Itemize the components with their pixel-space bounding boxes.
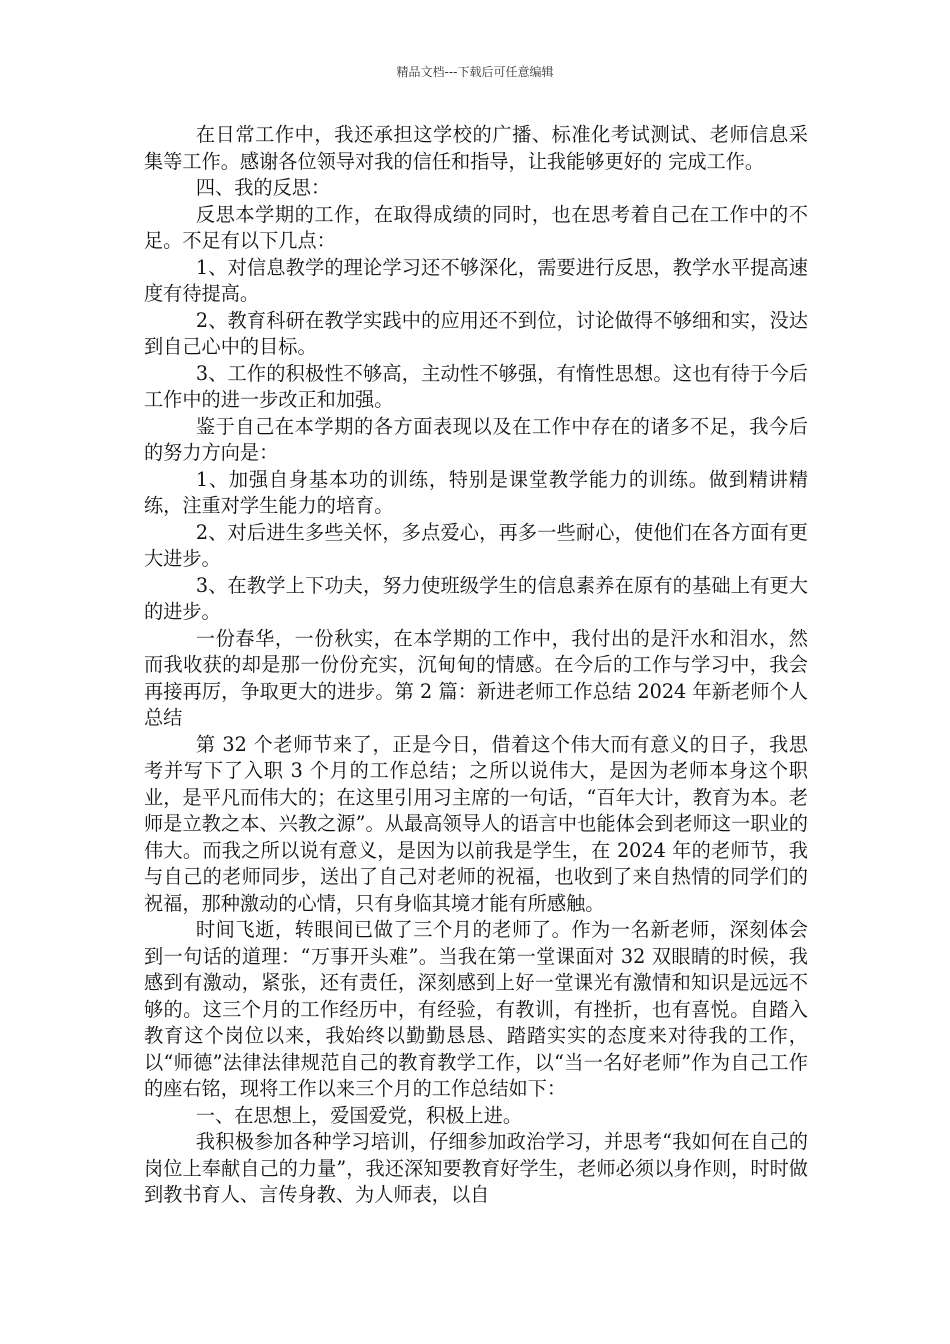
page-header: 精品文档---下载后可任意编辑 <box>396 65 554 79</box>
list-item: 2、对后进生多些关怀，多点爱心，再多一些耐心，使他们在各方面有更大进步。 <box>144 520 808 570</box>
section-heading: 四、我的反思： <box>195 176 331 199</box>
list-item: 3、在教学上下功夫，努力使班级学生的信息素养在原有的基础上有更大的进步。 <box>144 573 808 623</box>
paragraph: 在日常工作中，我还承担这学校的广播、标准化考试测试、老师信息采集等工作。感谢各位领导对我的信任和指导，让我能够更好的 完成工作。 <box>144 123 808 173</box>
list-item: 1、加强自身基本功的训练，特别是课堂教学能力的训练。做到精讲精练，注重对学生能力的培育。 <box>144 467 808 517</box>
list-item: 3、工作的积极性不够高，主动性不够强，有惰性思想。这也有待于今后工作中的进一步改正和加强。 <box>144 361 808 411</box>
paragraph: 鉴于自己在本学期的各方面表现以及在工作中存在的诸多不足，我今后的努力方向是： <box>144 414 808 464</box>
paragraph: 时间飞逝，转眼间已做了三个月的老师了。作为一名新老师，深刻体会到一句话的道理：“万事开头难”。当我在第一堂课面对 32 双眼睛的时候，我感到有激动，紧张，还有责任，深刻感到上好一堂课光有激情和知识是远远不够的。这三个月的工作经历中，有经验，有教训，有挫折，也有喜悦。自踏入教育这个岗位以来，我始终以勤勤恳恳、踏踏实实的态度来对待我的工作，以“师德”法律法律规范自己的教育教学工作，以“当一名好老师”作为自己工作的座右铭，现将工作以来三个月的工作总结如下： <box>144 918 808 1100</box>
paragraph: 我积极参加各种学习培训，仔细参加政治学习，并思考“我如何在自己的岗位上奉献自己的力量”，我还深知要教育好学生，老师必须以身作则，时时做到教书育人、言传身教、为人师表，以自 <box>144 1130 808 1206</box>
section-heading: 一、在思想上，爱国爱党，积极上进。 <box>195 1103 523 1127</box>
document-body <box>144 122 808 1209</box>
paragraph: 一份春华，一份秋实，在本学期的工作中，我付出的是汗水和泪水，然而我收获的却是那一份份充实，沉甸甸的情感。在今后的工作与学习中，我会再接再厉，争取更大的进步。第 2 篇：新进老师工作总结 2024 年新老师个人总结 <box>144 626 808 729</box>
list-item: 2、教育科研在教学实践中的应用还不到位，讨论做得不够细和实，没达到自己心中的目标。 <box>144 308 808 358</box>
list-item: 1、对信息教学的理论学习还不够深化，需要进行反思，教学水平提高速度有待提高。 <box>144 255 808 305</box>
paragraph: 反思本学期的工作，在取得成绩的同时，也在思考着自己在工作中的不足。不足有以下几点： <box>144 202 808 252</box>
paragraph: 第 32 个老师节来了，正是今日，借着这个伟大而有意义的日子，我思考并写下了入职 3 个月的工作总结；之所以说伟大，是因为老师本身这个职业，是平凡而伟大的；在这里引用习主席的一句话，“百年大计，教育为本。老师是立教之本、兴教之源”。从最高领导人的语言中也能体会到老师这一职业的伟大。而我之所以说有意义，是因为以前我是学生，在 2024 年的老师节，我与自己的老师同步，送出了自己对老师的祝福，也收到了来自热情的同学们的祝福，那种激动的心情，只有身临其境才能有所感触。 <box>144 732 808 915</box>
